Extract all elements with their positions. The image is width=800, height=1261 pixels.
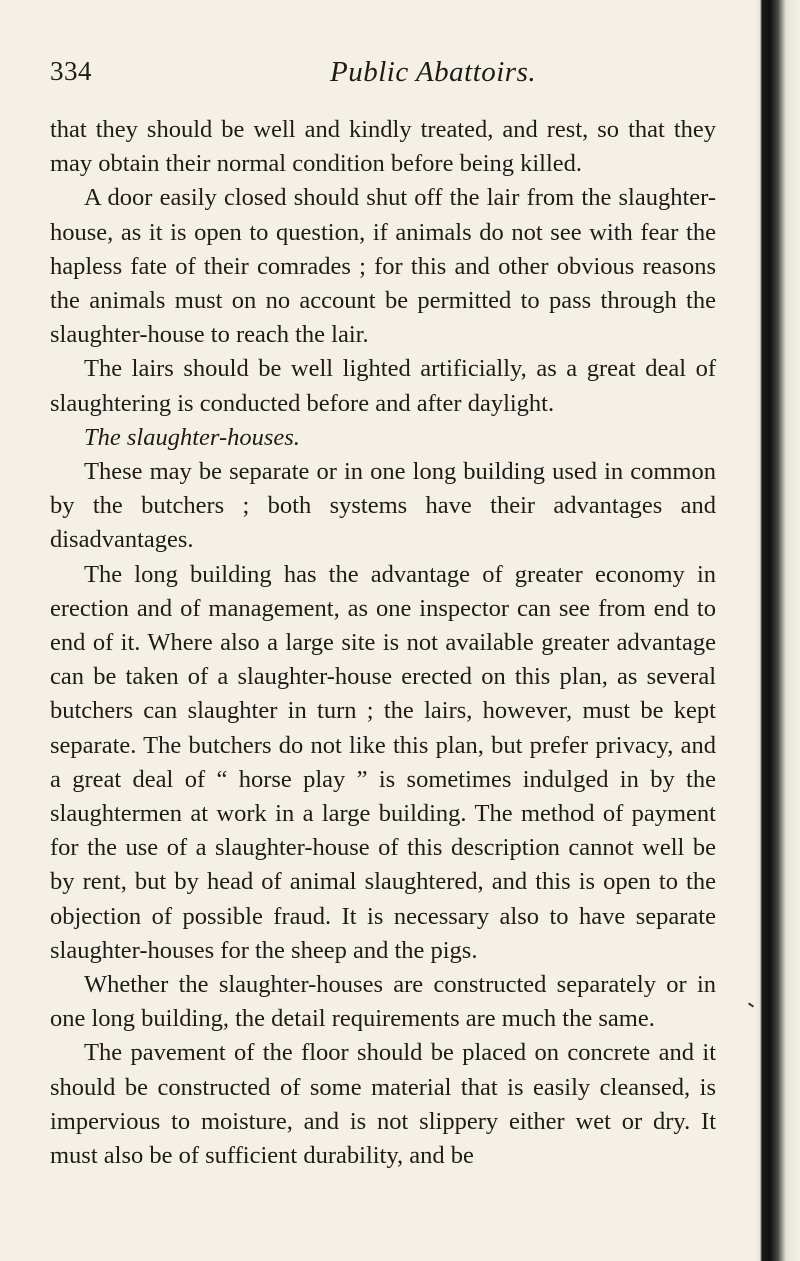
paragraph-long-building: The long building has the advantage of greater economy in erection and of management, as one inspector can see from end to end of it. Where also a large site is not available greater advantage can be taken of a slaughter-house erected on this plan, as several butchers can slaughter in turn ; the lairs, however, must be kept separate. The butchers do not like this plan, but prefer privacy, and a great deal of “ horse play ” is sometimes indulged in by the slaughtermen at work in a large building. The method of payment for the use of a slaughter-house of this description cannot well be by rent, but by head of animal slaughtered, and this is open to the objection of possible fraud. It is necessary also to have separate slaughter-houses for the sheep and the pigs. <box>50 560 716 964</box>
section-heading: The slaughter-houses. <box>84 423 300 451</box>
paragraph-separate-or-long: These may be separate or in one long building used in common by the butchers ; both systems have their advantages and disadvantages. <box>50 458 716 554</box>
body-text <box>50 113 716 1173</box>
running-head <box>50 56 720 96</box>
paragraph-continued: that they should be well and kindly treated, and rest, so that they may obtain their normal condition before being killed. <box>50 116 716 178</box>
page-number: 334 <box>50 56 92 86</box>
page-binding-edge <box>756 0 800 1261</box>
paragraph-pavement: The pavement of the floor should be placed on concrete and it should be constructed of some material that is easily cleansed, is impervious to moisture, and is not slippery either wet or dry. It must also be of sufficient durability, and be <box>50 1039 716 1170</box>
paragraph-lair-door: A door easily closed should shut off the lair from the slaughter-house, as it is open to question, if animals do not see with fear the hapless fate of their comrades ; for this and other obvious reasons the animals must on no account be permitted to pass through the slaughter-house to reach the lair. <box>50 184 716 349</box>
binding-mark <box>748 1002 754 1007</box>
paragraph-lair-lighting: The lairs should be well lighted artificially, as a great deal of slaughtering is conducted before and after daylight. <box>50 355 716 417</box>
paragraph-detail-requirements: Whether the slaughter-houses are constructed separately or in one long building, the detail requirements are much the same. <box>50 971 716 1033</box>
running-title: Public Abattoirs. <box>330 56 537 88</box>
